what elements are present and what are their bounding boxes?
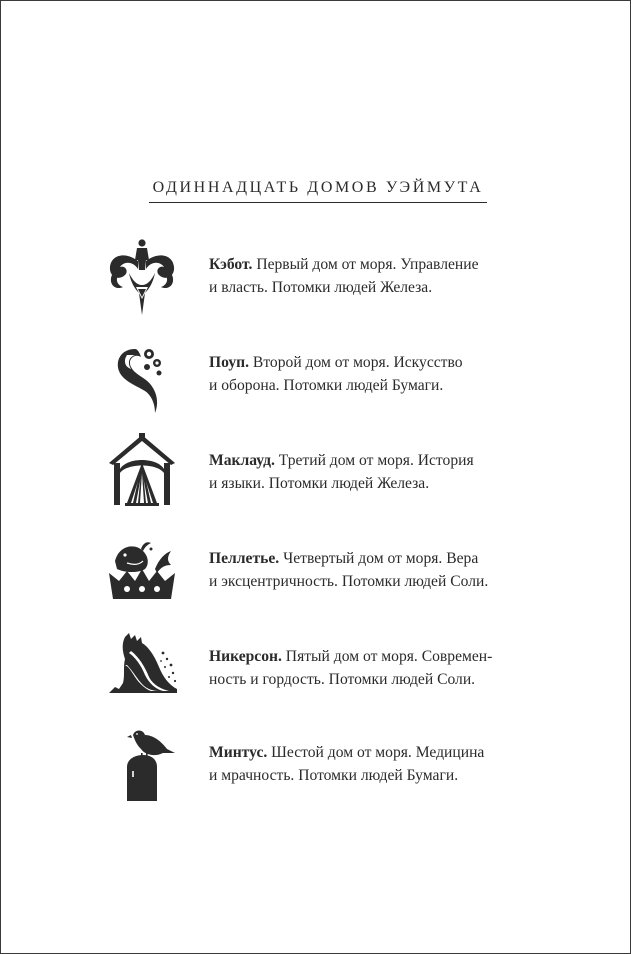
house-name: Маклауд.: [209, 452, 275, 469]
house-description: [209, 547, 539, 593]
wave-swirl-icon: [105, 341, 179, 417]
house-entry-macleod: [1, 433, 631, 513]
description-line-2: и власть. Потомки людей Железа.: [209, 279, 433, 296]
description-text: Четвертый дом от моря. Вера: [279, 550, 479, 567]
dragon-wave-icon: [105, 631, 179, 701]
house-name: Кэбот.: [209, 256, 253, 273]
description-line-2: и мрачность. Потомки людей Бумаги.: [209, 767, 459, 784]
description-line-1: [209, 449, 539, 472]
house-book-icon: [105, 433, 179, 509]
description-text: Шестой дом от моря. Медицина: [267, 744, 485, 761]
description-line-2: и эксцентричность. Потомки людей Соли.: [209, 573, 489, 590]
description-line-2: ность и гордость. Потомки людей Соли.: [209, 671, 476, 688]
house-entry-nickerson: [1, 629, 631, 709]
whale-crown-icon: [105, 535, 179, 605]
description-text: Второй дом от моря. Искусство: [249, 354, 463, 371]
description-text: Третий дом от моря. История: [274, 452, 474, 469]
house-description: [209, 253, 539, 299]
description-line-1: [209, 351, 539, 374]
house-description: [209, 741, 539, 787]
house-name: Никерсон.: [209, 648, 282, 665]
house-description: [209, 351, 539, 397]
house-name: Поуп.: [209, 354, 250, 371]
description-text: Пятый дом от моря. Современ-: [281, 648, 493, 665]
description-text: Первый дом от моря. Управление: [252, 256, 479, 273]
description-line-1: [209, 741, 539, 764]
page-title: ОДИННАДЦАТЬ ДОМОВ УЭЙМУТА: [149, 179, 487, 203]
description-line-2: и языки. Потомки людей Железа.: [209, 475, 430, 492]
house-entry-mintus: [1, 725, 631, 805]
house-description: [209, 645, 539, 691]
description-line-1: [209, 253, 539, 276]
house-name: Пеллетье.: [209, 550, 280, 567]
description-line-1: [209, 645, 539, 668]
bird-on-tombstone-icon: [105, 727, 179, 803]
house-entry-pope: [1, 337, 631, 417]
house-entry-pelletier: [1, 531, 631, 611]
figure-on-waves-icon: [105, 237, 179, 317]
house-description: [209, 449, 539, 495]
description-line-1: [209, 547, 539, 570]
house-name: Минтус.: [209, 744, 268, 761]
description-line-2: и оборона. Потомки людей Бумаги.: [209, 377, 444, 394]
house-entry-cabot: [1, 237, 631, 317]
